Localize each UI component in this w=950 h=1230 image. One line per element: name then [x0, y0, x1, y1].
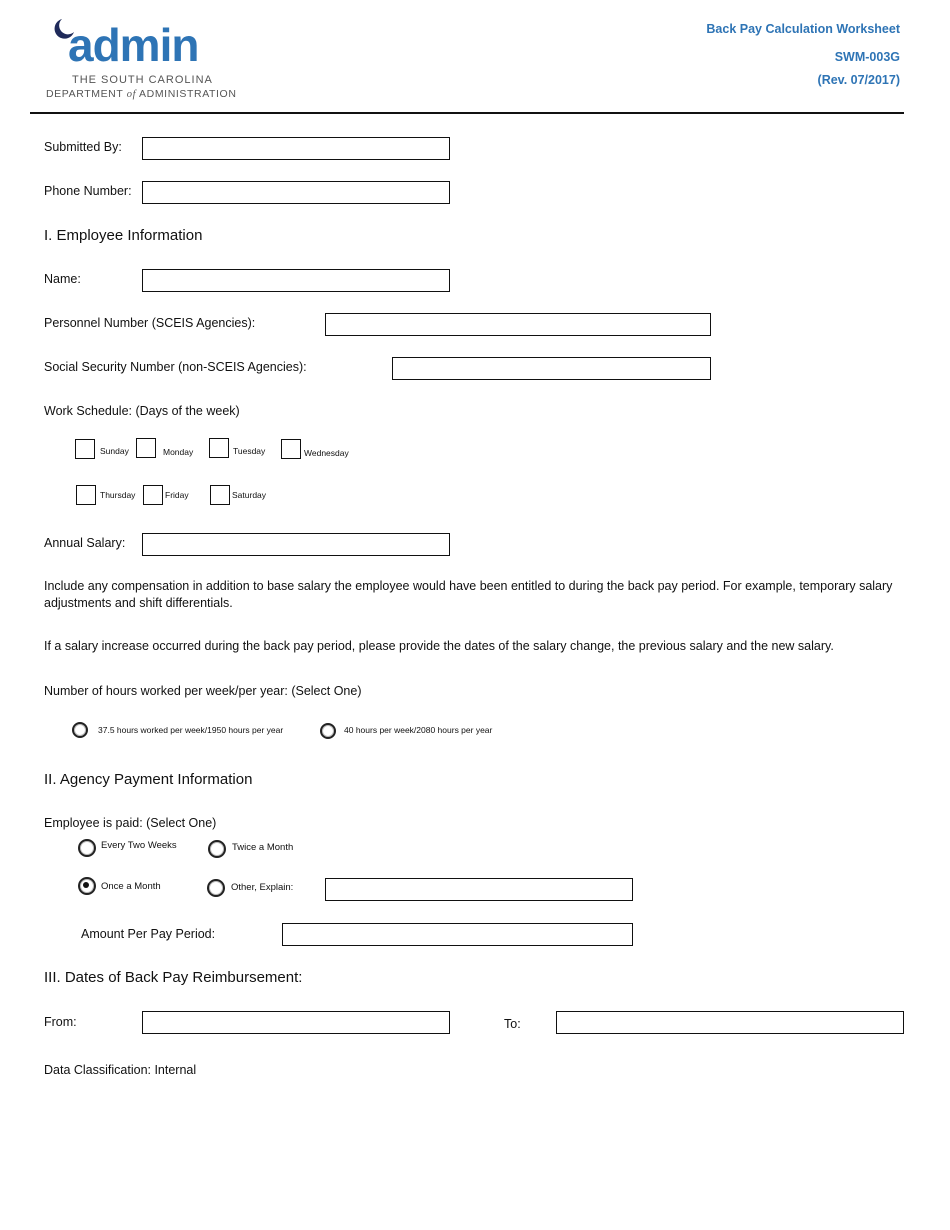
amount-per-pay-period-field[interactable] [282, 923, 633, 946]
amount-per-pay-period-label: Amount Per Pay Period: [81, 927, 216, 941]
submitted-by-field[interactable] [142, 137, 450, 160]
salary-increase-note: If a salary increase occurred during the back pay period, please provide the dates of the salary change, the previous salary and the new salary. [44, 639, 834, 653]
logo-line1: THE SOUTH CAROLINA [72, 74, 213, 86]
checkbox-tuesday-label: Tuesday [233, 446, 266, 456]
checkbox-saturday[interactable] [210, 485, 230, 505]
checkbox-sunday[interactable] [75, 439, 95, 459]
personnel-number-field[interactable] [325, 313, 711, 336]
radio-once-a-month-label: Once a Month [101, 881, 161, 892]
radio-twice-a-month[interactable] [208, 840, 226, 858]
checkbox-monday-label: Monday [163, 447, 194, 457]
radio-other-label: Other, Explain: [231, 882, 294, 893]
checkbox-wednesday-label: Wednesday [304, 448, 349, 458]
name-field[interactable] [142, 269, 450, 292]
checkbox-wednesday[interactable] [281, 439, 301, 459]
radio-every-two-weeks[interactable] [78, 839, 96, 857]
radio-hours-37-5[interactable] [72, 722, 88, 738]
other-explain-field[interactable] [325, 878, 633, 901]
radio-every-two-weeks-label: Every Two Weeks [101, 840, 177, 851]
form-title: Back Pay Calculation Worksheet [706, 22, 900, 36]
form-number: SWM-003G [834, 50, 900, 64]
logo-line2-department: DEPARTMENT [46, 88, 124, 100]
to-label: To: [504, 1017, 521, 1031]
section-employee-information-heading: I. Employee Information [44, 227, 203, 244]
ssn-field[interactable] [392, 357, 711, 380]
annual-salary-label: Annual Salary: [44, 536, 126, 550]
ssn-label: Social Security Number (non-SCEIS Agencies): [44, 360, 307, 374]
hours-worked-label: Number of hours worked per week/per year: (Select One) [44, 684, 362, 698]
from-label: From: [44, 1015, 77, 1029]
radio-hours-40-label: 40 hours per week/2080 hours per year [344, 725, 493, 735]
phone-number-label: Phone Number: [44, 184, 132, 198]
phone-number-field[interactable] [142, 181, 450, 204]
annual-salary-field[interactable] [142, 533, 450, 556]
checkbox-friday[interactable] [143, 485, 163, 505]
submitted-by-label: Submitted By: [44, 140, 122, 154]
radio-twice-a-month-label: Twice a Month [232, 842, 294, 853]
logo-line2-administration: ADMINISTRATION [139, 88, 237, 100]
section-agency-payment-heading: II. Agency Payment Information [44, 771, 253, 788]
work-schedule-label: Work Schedule: (Days of the week) [44, 404, 240, 418]
checkbox-tuesday[interactable] [209, 438, 229, 458]
radio-hours-40[interactable] [320, 723, 336, 739]
radio-other[interactable] [207, 879, 225, 897]
radio-once-a-month[interactable] [78, 877, 96, 895]
checkbox-friday-label: Friday [165, 490, 189, 500]
checkbox-monday[interactable] [136, 438, 156, 458]
checkbox-sunday-label: Sunday [100, 446, 129, 456]
radio-hours-37-5-label: 37.5 hours worked per week/1950 hours per year [98, 725, 284, 735]
logo-wordmark: admin [68, 19, 199, 71]
agency-logo [44, 18, 237, 104]
header-divider [30, 112, 904, 114]
logo-line2-of: of [126, 89, 137, 100]
section-dates-heading: III. Dates of Back Pay Reimbursement: [44, 969, 303, 986]
form-revision: (Rev. 07/2017) [817, 73, 900, 87]
checkbox-saturday-label: Saturday [232, 490, 267, 500]
checkbox-thursday[interactable] [76, 485, 96, 505]
data-classification: Data Classification: Internal [44, 1063, 197, 1077]
to-date-field[interactable] [556, 1011, 904, 1034]
compensation-note: Include any compensation in addition to base salary the employee would have been entitled to during the back pay period. For example, temporary salary adjustments and shift differentials. [44, 579, 893, 610]
name-label: Name: [44, 272, 81, 286]
employee-paid-label: Employee is paid: (Select One) [44, 816, 217, 830]
personnel-number-label: Personnel Number (SCEIS Agencies): [44, 316, 256, 330]
logo-line2 [46, 88, 237, 100]
checkbox-thursday-label: Thursday [100, 490, 136, 500]
from-date-field[interactable] [142, 1011, 450, 1034]
